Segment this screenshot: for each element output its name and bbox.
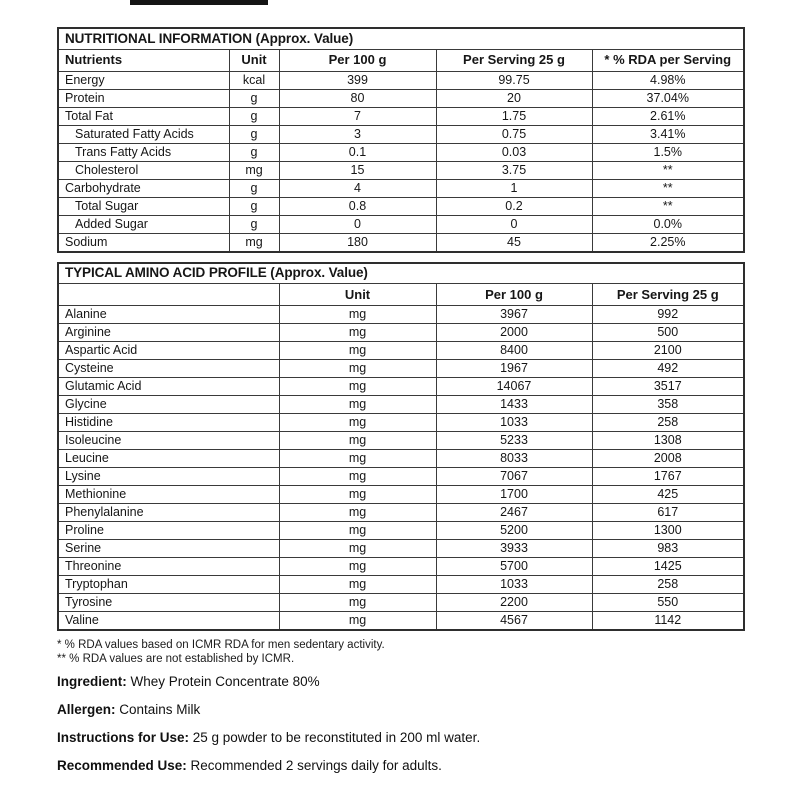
cell-name: Energy: [58, 71, 229, 89]
cell-name: Leucine: [58, 450, 279, 468]
label-content: [57, 27, 743, 786]
cell-name: Total Sugar: [58, 197, 229, 215]
cell-rda: 3.41%: [592, 125, 744, 143]
cell-serving: 2100: [592, 342, 744, 360]
cell-serving: 2008: [592, 450, 744, 468]
table-row: [58, 576, 744, 594]
table-row: [58, 378, 744, 396]
table-row: [58, 486, 744, 504]
nutrition-table-title-row: [58, 28, 744, 49]
amino-table-title: TYPICAL AMINO ACID PROFILE (Approx. Value): [58, 263, 744, 284]
cell-name: Glutamic Acid: [58, 378, 279, 396]
info-label-ingredient: Ingredient:: [57, 674, 127, 689]
top-crop-bar: [130, 0, 268, 5]
cell-name: Cholesterol: [58, 161, 229, 179]
cell-rda: **: [592, 161, 744, 179]
cell-rda: **: [592, 197, 744, 215]
cell-per100: 4567: [436, 612, 592, 631]
cell-unit: mg: [279, 486, 436, 504]
cell-per100: 1967: [436, 360, 592, 378]
table-row: [58, 504, 744, 522]
cell-per100: 14067: [436, 378, 592, 396]
cell-name: Saturated Fatty Acids: [58, 125, 229, 143]
cell-per100: 1033: [436, 414, 592, 432]
cell-name: Lysine: [58, 468, 279, 486]
cell-name: Valine: [58, 612, 279, 631]
cell-unit: mg: [279, 432, 436, 450]
cell-per100: 3967: [436, 306, 592, 324]
cell-unit: mg: [279, 342, 436, 360]
cell-serving: 1425: [592, 558, 744, 576]
cell-serving: 500: [592, 324, 744, 342]
cell-serving: 983: [592, 540, 744, 558]
col-header-amino-unit: Unit: [279, 284, 436, 306]
table-row: [58, 594, 744, 612]
cell-per100: 1033: [436, 576, 592, 594]
cell-per100: 15: [279, 161, 436, 179]
col-header-amino-per-100g: Per 100 g: [436, 284, 592, 306]
cell-unit: mg: [279, 468, 436, 486]
cell-serving: 1142: [592, 612, 744, 631]
cell-serving: 358: [592, 396, 744, 414]
cell-unit: g: [229, 143, 279, 161]
cell-per100: 5200: [436, 522, 592, 540]
amino-table-title-row: [58, 263, 744, 284]
footnote-rda-not-established: ** % RDA values are not established by ICMR.: [57, 653, 295, 665]
cell-serving: 99.75: [436, 71, 592, 89]
cell-serving: 1: [436, 179, 592, 197]
cell-name: Aspartic Acid: [58, 342, 279, 360]
cell-serving: 3.75: [436, 161, 592, 179]
cell-unit: mg: [279, 378, 436, 396]
info-label-instructions: Instructions for Use:: [57, 729, 190, 745]
cell-serving: 3517: [592, 378, 744, 396]
table-row: [58, 143, 744, 161]
cell-serving: 617: [592, 504, 744, 522]
col-header-rda-per-serving: * % RDA per Serving: [592, 49, 744, 71]
table-row: [58, 414, 744, 432]
cell-per100: 399: [279, 71, 436, 89]
cell-per100: 5700: [436, 558, 592, 576]
info-line-allergen: [57, 703, 743, 718]
cell-serving: 45: [436, 233, 592, 252]
info-line-ingredient: [57, 675, 743, 690]
cell-unit: mg: [279, 504, 436, 522]
table-row: [58, 396, 744, 414]
cell-name: Histidine: [58, 414, 279, 432]
cell-per100: 5233: [436, 432, 592, 450]
cell-serving: 0: [436, 215, 592, 233]
cell-serving: 1.75: [436, 107, 592, 125]
info-value-recommended-use: Recommended 2 servings daily for adults.: [186, 757, 442, 773]
table-row: [58, 125, 744, 143]
cell-serving: 992: [592, 306, 744, 324]
cell-unit: g: [229, 107, 279, 125]
info-value-ingredient: Whey Protein Concentrate 80%: [126, 674, 320, 689]
cell-per100: 0: [279, 215, 436, 233]
cell-unit: mg: [279, 360, 436, 378]
cell-unit: g: [229, 125, 279, 143]
table-row: [58, 215, 744, 233]
cell-serving: 1767: [592, 468, 744, 486]
col-header-nutrients: Nutrients: [58, 49, 229, 71]
cell-name: Trans Fatty Acids: [58, 143, 229, 161]
table-row: [58, 612, 744, 631]
table-row: [58, 324, 744, 342]
cell-unit: mg: [279, 612, 436, 631]
info-line-recommended-use: [57, 759, 743, 774]
cell-name: Cysteine: [58, 360, 279, 378]
cell-serving: 258: [592, 414, 744, 432]
cell-unit: mg: [279, 558, 436, 576]
cell-serving: 20: [436, 89, 592, 107]
cell-name: Protein: [58, 89, 229, 107]
nutritional-information-table: [57, 27, 745, 253]
cell-unit: mg: [279, 522, 436, 540]
table-row: [58, 197, 744, 215]
cell-unit: g: [229, 215, 279, 233]
cell-name: Sodium: [58, 233, 229, 252]
table-row: [58, 306, 744, 324]
cell-unit: mg: [279, 306, 436, 324]
cell-name: Added Sugar: [58, 215, 229, 233]
cell-per100: 7067: [436, 468, 592, 486]
cell-rda: 2.25%: [592, 233, 744, 252]
col-header-unit: Unit: [229, 49, 279, 71]
amino-table-header-row: [58, 284, 744, 306]
table-row: [58, 161, 744, 179]
cell-rda: **: [592, 179, 744, 197]
cell-serving: 0.2: [436, 197, 592, 215]
col-header-per-serving: Per Serving 25 g: [436, 49, 592, 71]
table-row: [58, 450, 744, 468]
table-row: [58, 360, 744, 378]
amino-acid-profile-table: [57, 262, 745, 632]
cell-per100: 3933: [436, 540, 592, 558]
cell-unit: mg: [279, 594, 436, 612]
table-row: [58, 522, 744, 540]
cell-per100: 0.1: [279, 143, 436, 161]
cell-per100: 180: [279, 233, 436, 252]
table-row: [58, 558, 744, 576]
col-header-amino-per-serving: Per Serving 25 g: [592, 284, 744, 306]
cell-name: Carbohydrate: [58, 179, 229, 197]
cell-serving: 1308: [592, 432, 744, 450]
cell-per100: 2000: [436, 324, 592, 342]
cell-per100: 8400: [436, 342, 592, 360]
cell-name: Tyrosine: [58, 594, 279, 612]
cell-per100: 4: [279, 179, 436, 197]
cell-serving: 550: [592, 594, 744, 612]
cell-per100: 1700: [436, 486, 592, 504]
cell-rda: 1.5%: [592, 143, 744, 161]
info-line-instructions: [57, 731, 743, 746]
cell-unit: mg: [279, 396, 436, 414]
cell-unit: mg: [279, 324, 436, 342]
cell-serving: 258: [592, 576, 744, 594]
info-value-allergen: Contains Milk: [115, 701, 201, 717]
cell-unit: mg: [279, 576, 436, 594]
table-row: [58, 233, 744, 252]
info-lines: [57, 675, 743, 773]
cell-name: Tryptophan: [58, 576, 279, 594]
cell-rda: 37.04%: [592, 89, 744, 107]
cell-name: Methionine: [58, 486, 279, 504]
table-row: [58, 468, 744, 486]
cell-serving: 1300: [592, 522, 744, 540]
cell-unit: mg: [229, 233, 279, 252]
cell-unit: mg: [279, 540, 436, 558]
cell-per100: 7: [279, 107, 436, 125]
cell-per100: 2200: [436, 594, 592, 612]
table-row: [58, 179, 744, 197]
cell-per100: 2467: [436, 504, 592, 522]
cell-name: Proline: [58, 522, 279, 540]
nutrition-table-title: NUTRITIONAL INFORMATION (Approx. Value): [58, 28, 744, 49]
info-label-allergen: Allergen:: [57, 701, 116, 717]
table-row: [58, 540, 744, 558]
cell-per100: 1433: [436, 396, 592, 414]
cell-name: Threonine: [58, 558, 279, 576]
col-header-amino-blank: [58, 284, 279, 306]
cell-name: Arginine: [58, 324, 279, 342]
cell-per100: 80: [279, 89, 436, 107]
cell-unit: kcal: [229, 71, 279, 89]
table-row: [58, 342, 744, 360]
col-header-per-100g: Per 100 g: [279, 49, 436, 71]
cell-rda: 0.0%: [592, 215, 744, 233]
cell-unit: mg: [279, 414, 436, 432]
table-row: [58, 71, 744, 89]
cell-serving: 492: [592, 360, 744, 378]
cell-name: Isoleucine: [58, 432, 279, 450]
cell-rda: 2.61%: [592, 107, 744, 125]
cell-name: Alanine: [58, 306, 279, 324]
footnotes: [57, 638, 743, 666]
cell-per100: 3: [279, 125, 436, 143]
footnote-rda-basis: * % RDA values based on ICMR RDA for men sedentary activity.: [57, 639, 385, 651]
info-label-recommended-use: Recommended Use:: [57, 757, 187, 773]
cell-name: Glycine: [58, 396, 279, 414]
table-row: [58, 107, 744, 125]
cell-name: Serine: [58, 540, 279, 558]
cell-unit: g: [229, 89, 279, 107]
cell-serving: 0.03: [436, 143, 592, 161]
cell-unit: g: [229, 179, 279, 197]
cell-per100: 8033: [436, 450, 592, 468]
table-row: [58, 89, 744, 107]
cell-name: Phenylalanine: [58, 504, 279, 522]
info-value-instructions: 25 g powder to be reconstituted in 200 ml water.: [189, 729, 481, 745]
nutrition-table-header-row: [58, 49, 744, 71]
cell-unit: mg: [279, 450, 436, 468]
cell-rda: 4.98%: [592, 71, 744, 89]
table-row: [58, 432, 744, 450]
cell-unit: g: [229, 197, 279, 215]
cell-name: Total Fat: [58, 107, 229, 125]
cell-unit: mg: [229, 161, 279, 179]
cell-per100: 0.8: [279, 197, 436, 215]
cell-serving: 0.75: [436, 125, 592, 143]
cell-serving: 425: [592, 486, 744, 504]
